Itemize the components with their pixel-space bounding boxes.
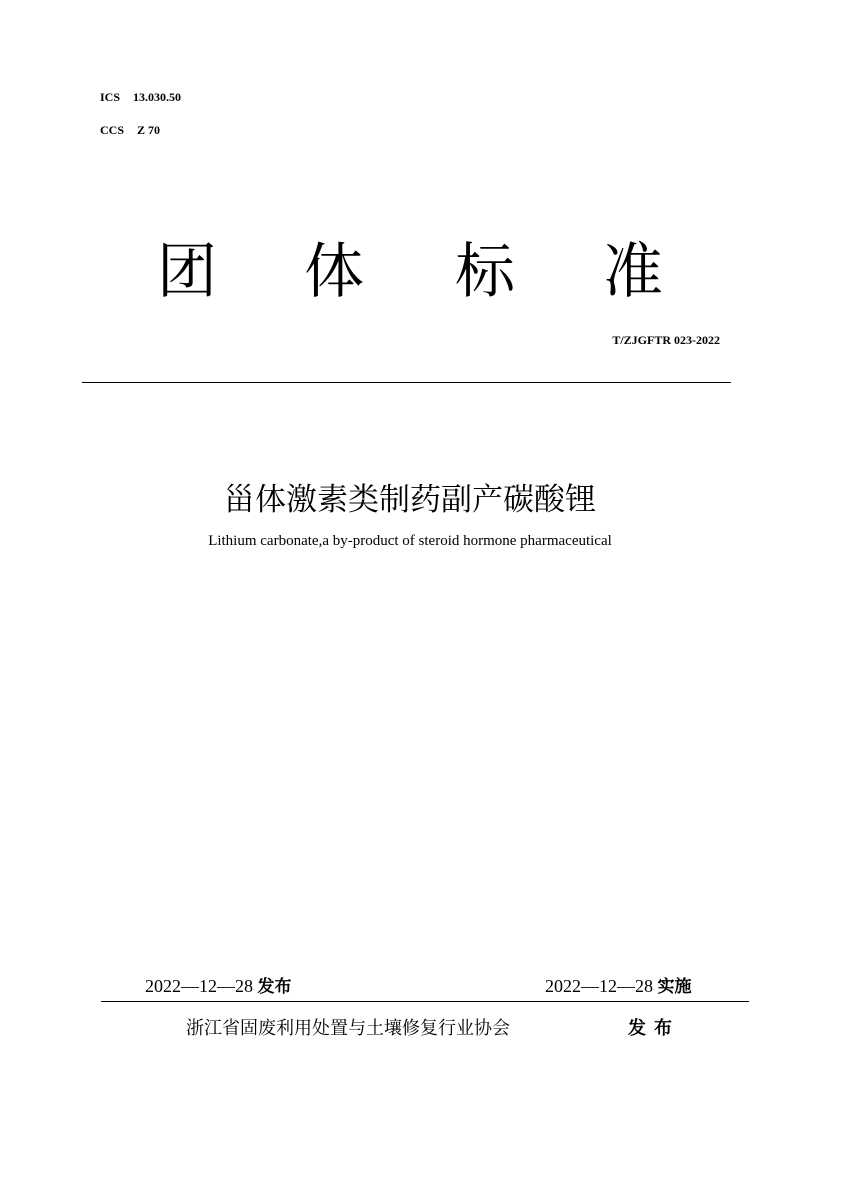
document-title-cn: 甾体激素类制药副产碳酸锂 (224, 482, 596, 518)
ccs-label: CCS (100, 123, 125, 137)
footer-divider (101, 1001, 749, 1002)
document-title-en: Lithium carbonate,a by-product of steroid hormone pharmaceutical (208, 533, 612, 549)
standard-number: T/ZJGFTR 023-2022 (612, 333, 720, 347)
header-divider (82, 382, 731, 383)
ccs-value: Z 70 (137, 123, 161, 137)
issuer-action: 发布 (628, 1018, 680, 1039)
publish-date-value: 2022—12—28 (145, 976, 253, 996)
ccs-code (100, 123, 160, 138)
implement-date (545, 972, 692, 997)
publish-label: 发布 (257, 977, 292, 997)
ics-label: ICS (100, 90, 121, 104)
heading-char-3: 标 (455, 237, 515, 307)
ics-value: 13.030.50 (133, 90, 182, 104)
ics-code (100, 90, 181, 105)
heading-char-2: 体 (304, 237, 364, 307)
heading-char-1: 团 (157, 237, 217, 307)
implement-label: 实施 (657, 977, 692, 997)
implement-date-value: 2022—12—28 (545, 976, 653, 996)
heading-char-4: 准 (603, 237, 663, 307)
publish-date (145, 972, 292, 997)
issuer-name: 浙江省固废利用处置与土壤修复行业协会 (186, 1018, 510, 1039)
